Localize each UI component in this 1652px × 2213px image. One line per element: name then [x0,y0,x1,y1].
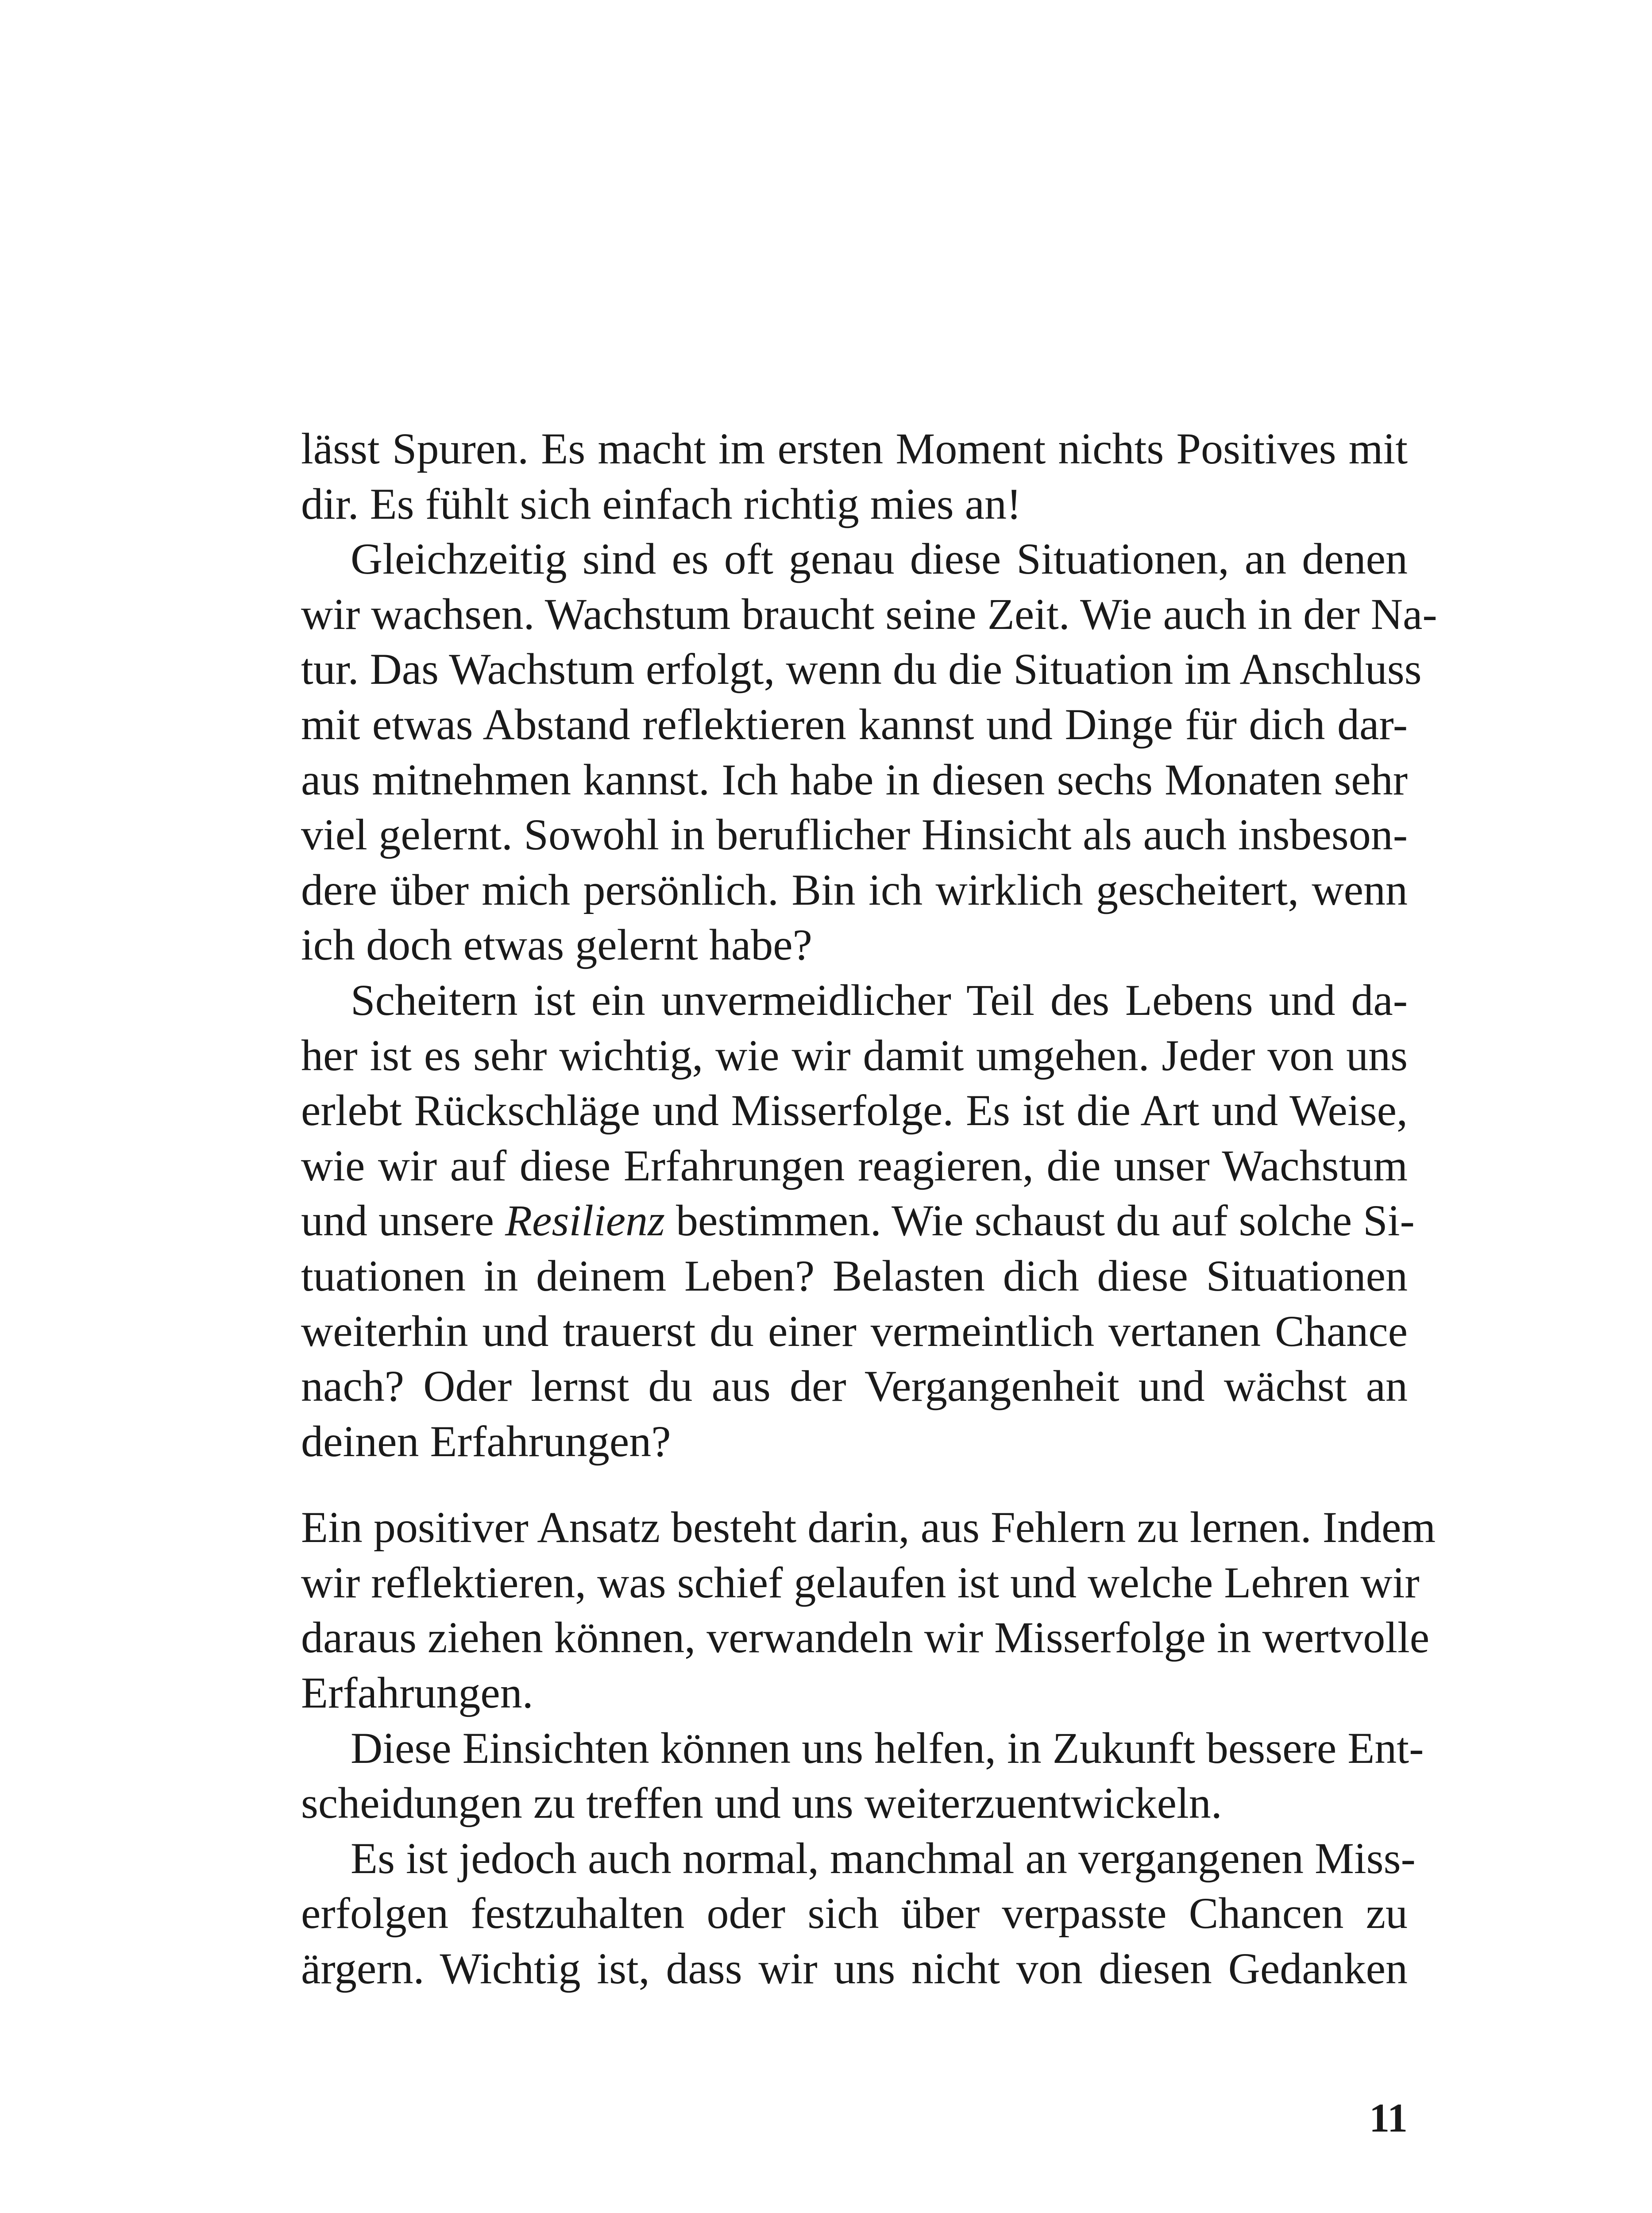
text-line: Diese Einsichten können uns helfen, in Zukunft bessere Ent- [351,1723,1424,1773]
paragraph [301,532,1437,973]
text-line: mit etwas Abstand reflektieren kannst und Dinge für dich dar- [301,699,1408,749]
text-line: Scheitern ist ein unvermeidlicher Teil des Lebens und da- [351,975,1408,1025]
text-line: deinen Erfahrungen? [301,1416,671,1466]
text-line: Gleichzeitig sind es oft genau diese Situationen, an denen [351,534,1408,584]
section-gap [301,1469,1408,1500]
emphasis-term: Resilienz [505,1196,665,1245]
paragraph [301,1500,1436,1720]
text-line: dere über mich persönlich. Bin ich wirklich gescheitert, wenn [301,865,1408,914]
text-line: ich doch etwas gelernt habe? [301,920,813,970]
paragraph [301,421,1408,532]
body-text [301,421,1437,1997]
text-line: tuationen in deinem Leben? Belasten dich diese Situationen [301,1251,1408,1300]
paragraph [301,973,1415,1469]
text-line: ärgern. Wichtig ist, dass wir uns nicht von diesen Gedanken [301,1944,1408,1993]
text-segment: und unsere [301,1196,505,1245]
text-line: aus mitnehmen kannst. Ich habe in diesen sechs Monaten sehr [301,755,1408,804]
text-segment: bestimmen. Wie schaust du auf solche Si- [665,1196,1415,1245]
text-line: nach? Oder lernst du aus der Vergangenheit und wächst an [301,1361,1408,1411]
text-line: lässt Spuren. Es macht im ersten Moment nichts Positives mit [301,424,1408,473]
text-line: wir reflektieren, was schief gelaufen ist und welche Lehren wir [301,1558,1420,1607]
text-line: scheidungen zu treffen und uns weiterzuentwickeln. [301,1778,1222,1828]
text-line: erlebt Rückschläge und Misserfolge. Es ist die Art und Weise, [301,1086,1408,1135]
text-line: weiterhin und trauerst du einer vermeintlich vertanen Chance [301,1306,1408,1356]
text-line: Es ist jedoch auch normal, manchmal an vergangenen Miss- [351,1833,1416,1883]
text-line: erfolgen festzuhalten oder sich über verpasste Chancen zu [301,1889,1408,1938]
text-line: Ein positiver Ansatz besteht darin, aus Fehlern zu lernen. Indem [301,1503,1436,1552]
paragraph [301,1721,1424,1831]
text-line: wir wachsen. Wachstum braucht seine Zeit. Wie auch in der Na- [301,589,1437,639]
text-line: Erfahrungen. [301,1668,533,1718]
text-line [301,1193,1415,1249]
page-number: 11 [1369,2095,1408,2140]
text-line: viel gelernt. Sowohl in beruflicher Hinsicht als auch insbeson- [301,810,1408,860]
text-line: daraus ziehen können, verwandeln wir Misserfolge in wertvolle [301,1613,1430,1662]
text-line: wie wir auf diese Erfahrungen reagieren, die unser Wachstum [301,1141,1408,1190]
text-line: her ist es sehr wichtig, wie wir damit umgehen. Jeder von uns [301,1030,1408,1080]
text-line: tur. Das Wachstum erfolgt, wenn du die Situation im Anschluss [301,644,1422,694]
text-line: dir. Es fühlt sich einfach richtig mies an! [301,479,1022,528]
paragraph [301,1831,1416,1997]
